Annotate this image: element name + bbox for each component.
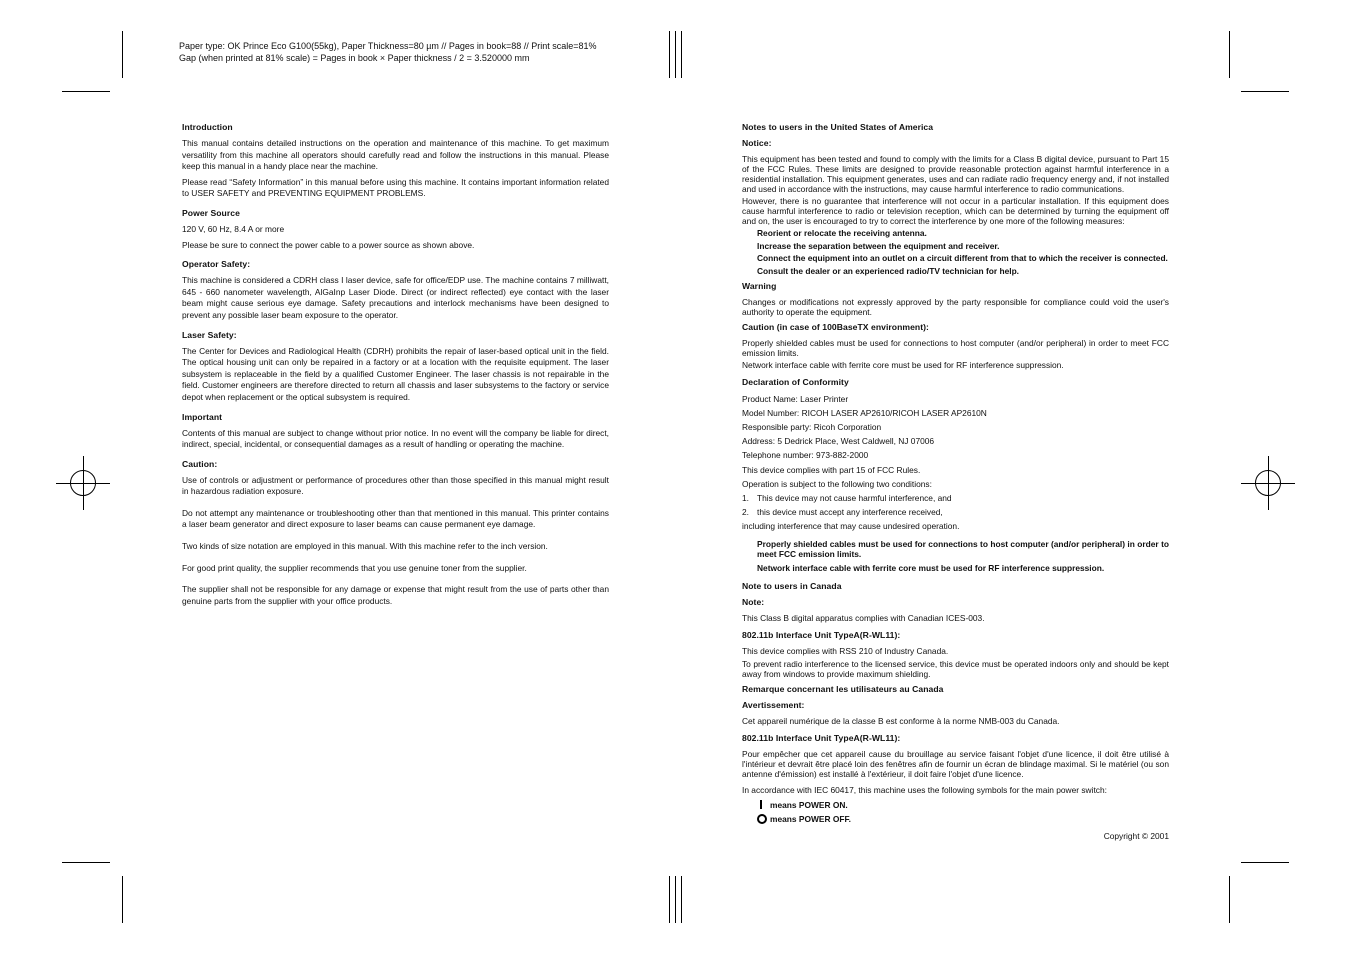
power-source-text: Please be sure to connect the power cable to a power source as shown above.: [182, 239, 475, 250]
conformity-section: [742, 377, 1169, 574]
power-on-text: means POWER ON.: [770, 799, 848, 810]
avertissement-heading: Avertissement:: [742, 700, 805, 711]
introduction-text: Please read “Safety Information” in this manual before using this machine. It contains important information related to USER SAFETY and PREVENTING EQUIPMENT PROBLEMS.: [182, 176, 609, 199]
remarque-heading: Remarque concernant les utilisateurs au Canada: [742, 684, 944, 695]
registration-mark: [56, 456, 110, 510]
center-fold-mark: [681, 876, 682, 923]
crop-mark: [1229, 876, 1230, 923]
right-page: [742, 122, 1169, 842]
introduction-text: This manual contains detailed instructions on the operation and maintenance of this machine. To get maximum versatility from this machine all operators should carefully read and follow the instructions in this manual. Please keep this manual in a handy place near the machine.: [182, 138, 609, 172]
power-off-icon: [757, 814, 767, 824]
condition-item: [742, 506, 1169, 518]
important-section: [182, 412, 609, 451]
power-on-icon: [760, 800, 762, 809]
conformity-line: Address: 5 Dedrick Place, West Caldwell, NJ 07006: [742, 436, 935, 447]
caution-section: [182, 459, 609, 608]
condition-item: [742, 492, 1169, 504]
wl11-fr-section: [742, 733, 1169, 779]
laser-safety-section: [182, 330, 609, 404]
introduction-heading: Introduction: [182, 122, 233, 132]
crop-mark: [122, 876, 123, 923]
caution-text: Two kinds of size notation are employed in this manual. With this machine refer to the inch version.: [182, 541, 548, 552]
registration-mark: [1241, 456, 1295, 510]
caution-100basetx-text: Network interface cable with ferrite core must be used for RF interference suppression.: [742, 360, 1064, 370]
printer-slug: [179, 40, 597, 64]
caution-100basetx-text: Properly shielded cables must be used for connections to host computer (and/or peripheral) in order to meet FCC emission limits.: [742, 338, 1169, 358]
canada-section: [742, 581, 1169, 592]
wl11-heading: 802.11b Interface Unit TypeA(R-WL11):: [742, 629, 901, 640]
conformity-line: Telephone number: 973-882-2000: [742, 450, 869, 461]
power-source-text: 120 V, 60 Hz, 8.4 A or more: [182, 223, 285, 234]
iec-section: [742, 785, 1169, 825]
notice-text: However, there is no guarantee that interference will not occur in a particular installation. If this equipment does cause harmful interference to radio or television reception, which can be determined by turning the equipment off and on, the user is encouraged to try to correct the interference by one more of the following measures:: [742, 196, 1169, 226]
measure-item: Consult the dealer or an experienced radio/TV technician for help.: [757, 265, 1020, 276]
condition-number: 1.: [742, 493, 749, 504]
caution-text: For good print quality, the supplier recommends that you use genuine toner from the supplier.: [182, 562, 527, 573]
avertissement-text: Cet appareil numérique de la classe B est conforme à la norme NMB-003 du Canada.: [742, 716, 1060, 727]
operator-safety-heading: Operator Safety:: [182, 259, 251, 270]
caution-text: Do not attempt any maintenance or troubleshooting other than that mentioned in this manual. This printer contains a laser beam generator and direct exposure to laser beams can cause permanent eye damage.: [182, 507, 609, 530]
conformity-heading: Declaration of Conformity: [742, 376, 849, 387]
operator-safety-section: [182, 259, 609, 321]
wl11-fr-text: Pour empêcher que cet appareil cause du brouillage au service faisant l'objet d'une licence, il doit être utilisé à l'intérieur et devrait être placé loin des fenêtres afin de fournir un écran de blindage maximal. Si le matériel (ou son antenne d'émission) est installé à l'extérieur, il doit faire l'objet d'une licence.: [742, 748, 1169, 779]
usa-section: [742, 122, 1169, 133]
condition-text: this device must accept any interference received,: [757, 507, 943, 518]
wl11-section: [742, 630, 1169, 680]
power-on-row: [742, 799, 1169, 811]
slug-line-2: Gap (when printed at 81% scale) = Pages in book × Paper thickness / 2 = 3.520000 mm: [179, 53, 530, 63]
caution-text: The supplier shall not be responsible for any damage or expense that might result from the use of parts other than genuine parts from the supplier with your office products.: [182, 584, 609, 606]
crop-mark: [122, 31, 123, 78]
conformity-line: Product Name: Laser Printer: [742, 393, 849, 404]
center-fold-mark: [675, 876, 676, 923]
crop-mark: [62, 862, 110, 863]
notice-section: [742, 138, 1169, 276]
conformity-bold-note: Network interface cable with ferrite core must be used for RF interference suppression.: [757, 562, 1105, 573]
power-source-section: [182, 208, 609, 251]
canada-note-section: [742, 597, 1169, 625]
crop-mark: [1241, 862, 1289, 863]
copyright: Copyright © 2001: [1103, 830, 1169, 841]
conformity-line: Model Number: RICOH LASER AP2610/RICOH LASER AP2610N: [742, 407, 987, 418]
avertissement-section: [742, 700, 1169, 728]
center-fold-mark: [675, 31, 676, 78]
power-off-text: means POWER OFF.: [770, 813, 851, 824]
introduction-section: [182, 122, 609, 200]
power-off-row: [742, 813, 1169, 825]
usa-heading: Notes to users in the United States of America: [742, 122, 934, 132]
warning-section: [742, 281, 1169, 317]
condition-text: This device may not cause harmful interference, and: [757, 493, 952, 504]
canada-note-heading: Note:: [742, 597, 765, 608]
operator-safety-text: This machine is considered a CDRH class I laser device, safe for office/EDP use. The machine contains 7 milliwatt, 645 - 660 nanometer wavelength, AlGaInp Laser Diode. Direct (or indirect reflected) eye contact with the laser beam might cause serious eye damage. Safety precautions and interlock mechanisms have been designed to prevent any possible laser beam exposure to the operator.: [182, 275, 609, 320]
wl11-fr-heading: 802.11b Interface Unit TypeA(R-WL11):: [742, 732, 901, 743]
notice-heading: Notice:: [742, 138, 772, 148]
conformity-line: Operation is subject to the following two conditions:: [742, 478, 932, 489]
measure-item: Increase the separation between the equipment and receiver.: [757, 240, 1000, 251]
canada-heading: Note to users in Canada: [742, 581, 842, 592]
caution-100basetx-section: [742, 322, 1169, 372]
center-fold-mark: [669, 876, 670, 923]
notice-text: This equipment has been tested and found to comply with the limits for a Class B digital device, pursuant to Part 15 of the FCC Rules. These limits are designed to provide reasonable protection against harmful interference in a residential installation. This equipment generates, uses and can radiate radio frequency energy and, if not installed and used in accordance with the instructions, may cause harmful interference to radio communications.: [742, 154, 1169, 194]
iec-text: In accordance with IEC 60417, this machine uses the following symbols for the main power switch:: [742, 784, 1107, 795]
laser-safety-heading: Laser Safety:: [182, 329, 237, 340]
center-fold-mark: [669, 31, 670, 78]
warning-heading: Warning: [742, 281, 777, 291]
canada-note-text: This Class B digital apparatus complies with Canadian ICES-003.: [742, 613, 985, 624]
important-text: Contents of this manual are subject to change without prior notice. In no event will the company be liable for direct, indirect, special, incidental, or consequential damages as a result of handling or operating the machine.: [182, 427, 609, 450]
measure-item: Connect the equipment into an outlet on a circuit different from that to which the receiver is connected.: [757, 253, 1168, 263]
conformity-line: including interference that may cause undesired operation.: [742, 521, 960, 532]
power-source-heading: Power Source: [182, 207, 240, 218]
center-fold-mark: [681, 31, 682, 78]
conformity-line: Responsible party: Ricoh Corporation: [742, 422, 882, 432]
warning-text: Changes or modifications not expressly approved by the party responsible for compliance could void the user's authority to operate the equipment.: [742, 297, 1169, 317]
measure-item: Reorient or relocate the receiving antenna.: [757, 228, 927, 238]
remarque-section: [742, 684, 1169, 695]
wl11-text: To prevent radio interference to the licensed service, this device must be operated indoors only and should be kept away from windows to provide maximum shielding.: [742, 659, 1169, 680]
important-heading: Important: [182, 411, 223, 422]
caution-heading: Caution:: [182, 458, 218, 469]
crop-mark: [62, 91, 110, 92]
caution-100basetx-heading: Caution (in case of 100BaseTX environment):: [742, 322, 929, 332]
conformity-bold-note: Properly shielded cables must be used for connections to host computer (and/or peripheral) in order to meet FCC emission limits.: [757, 538, 1169, 560]
crop-mark: [1241, 91, 1289, 92]
laser-safety-text: The Center for Devices and Radiological Health (CDRH) prohibits the repair of laser-based optical unit in the field. The optical housing unit can only be repaired in a factory or at a location with the requisite equipment. The laser subsystem is replaceable in the field by a qualified Customer Engineer. The laser chassis is not repairable in the field. Customer engineers are therefore directed to return all chassis and laser subsystems to the factory or service depot when replacement or the optical subsystem is required.: [182, 345, 609, 402]
conformity-line: This device complies with part 15 of FCC Rules.: [742, 464, 921, 475]
left-page: [182, 122, 609, 617]
wl11-text: This device complies with RSS 210 of Industry Canada.: [742, 645, 949, 656]
caution-text: Use of controls or adjustment or performance of procedures other than those specified in this manual might result in hazardous radiation exposure.: [182, 474, 609, 497]
crop-mark: [1229, 31, 1230, 78]
condition-number: 2.: [742, 507, 749, 518]
slug-line-1: Paper type: OK Prince Eco G100(55kg), Paper Thickness=80 µm // Pages in book=88 // Print scale=81%: [179, 41, 597, 51]
